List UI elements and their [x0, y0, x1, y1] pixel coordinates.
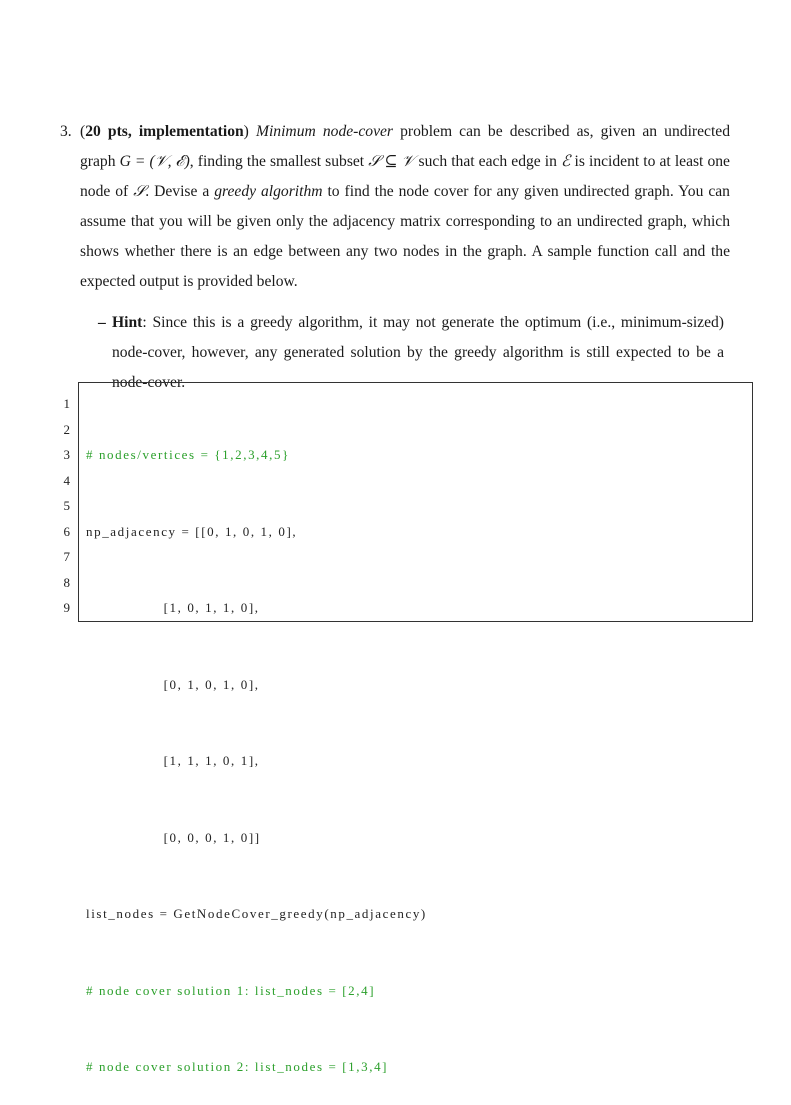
line-number: 9: [63, 600, 70, 615]
hint-text: : Since this is a greedy algorithm, it may not generate the optimum (i.e., minimum-sized) node-cover, however, any generated solution by the greedy algorithm is still expected to be a node-cover.: [112, 314, 724, 391]
code-line: [1, 1, 1, 0, 1],: [86, 753, 260, 768]
code-line: np_adjacency = [[0, 1, 0, 1, 0],: [86, 523, 298, 539]
line-number: 5: [63, 498, 70, 513]
code-line: [0, 1, 0, 1, 0],: [86, 676, 260, 692]
problem-statement: [60, 117, 730, 297]
line-number: 2: [63, 421, 70, 437]
code-line: [1, 0, 1, 1, 0],: [86, 600, 260, 615]
problem-text: such that each edge in: [414, 153, 561, 170]
line-numbers: [56, 391, 70, 621]
problem-text: problem can be described as, given an undirected graph: [80, 123, 730, 170]
code-comment-line: # nodes/vertices = {1,2,3,4,5}: [86, 447, 290, 462]
edge-set-symbol: ℰ: [561, 153, 571, 170]
line-number: 4: [63, 472, 70, 488]
term-name: Minimum node-cover: [255, 123, 393, 140]
code-comment-line: # node cover solution 2: list_nodes = [1,3,4]: [86, 1059, 389, 1074]
line-number: 1: [63, 396, 70, 411]
line-number: 6: [63, 523, 70, 539]
subset-definition: 𝒮 ⊆ 𝒱: [368, 153, 415, 170]
graph-definition: G = (𝒱, ℰ): [119, 153, 190, 170]
line-number: 8: [63, 574, 70, 590]
problem-number: 3.: [60, 123, 72, 140]
problem-text: . Devise a: [145, 183, 215, 200]
hint-label: Hint: [112, 314, 143, 331]
code-comment-line: # node cover solution 1: list_nodes = [2,4]: [86, 982, 376, 998]
line-number: 3: [63, 447, 70, 462]
code-listing: [86, 391, 427, 1105]
points-label: 20 pts, implementation: [85, 123, 244, 140]
node-set-symbol: 𝒮: [133, 183, 146, 200]
code-line: list_nodes = GetNodeCover_greedy(np_adjacency): [86, 906, 427, 921]
problem-text: to find the node cover for any given undirected graph. You can assume that you will be given only the adjacency matrix corresponding to an undirected graph, which shows whether there is an edge between any two nodes in the graph. A sample function call and the expected output is provided below.: [80, 183, 730, 290]
problem-text: , finding the smallest subset: [189, 153, 369, 170]
hint-bullet: –: [98, 314, 106, 331]
code-line: [0, 0, 0, 1, 0]]: [86, 829, 261, 845]
problem-paragraph: (20 pts, implementation) Minimum node-cover problem can be described as, given an undirected graph G = (𝒱, ℰ), finding the smallest subset 𝒮 ⊆ 𝒱 such that each edge in ℰ is incident to at least one node of 𝒮. Devise a greedy algorithm to find the node cover for any given undirected graph. You can assume that you will be given only the adjacency matrix corresponding to an undirected graph, which shows whether there is an edge between any two nodes in the graph. A sample function call and the expected output is provided below.: [80, 123, 730, 290]
greedy-term: greedy algorithm: [214, 183, 323, 200]
line-number: 7: [63, 549, 70, 564]
problem-text: is incident to at least one node of: [80, 153, 730, 200]
